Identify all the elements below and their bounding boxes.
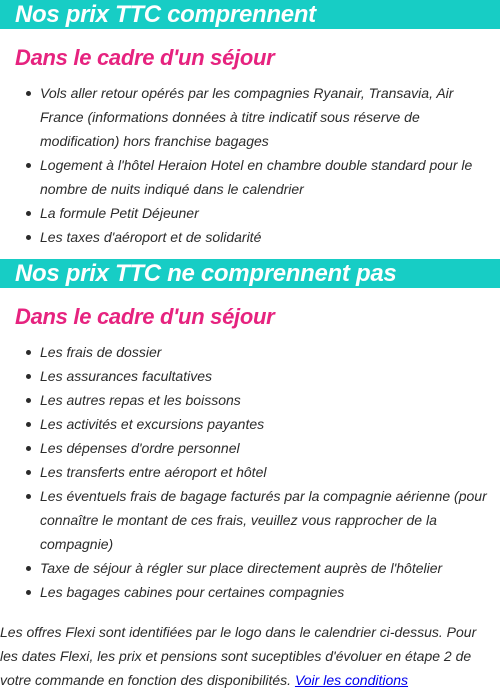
list-item	[0, 580, 500, 604]
list-item	[0, 556, 500, 580]
list-item	[0, 412, 500, 436]
section-heading-included: Nos prix TTC comprennent	[0, 0, 500, 29]
included-list	[0, 81, 500, 249]
bullet-icon	[26, 446, 31, 451]
list-item-text: Les activités et excursions payantes	[40, 416, 265, 432]
bullet-icon	[26, 211, 31, 216]
list-item-text: Les assurances facultatives	[40, 368, 212, 384]
list-item	[0, 388, 500, 412]
bullet-icon	[26, 470, 31, 475]
list-item	[0, 153, 500, 201]
list-item-text: Les éventuels frais de bagage facturés par la compagnie aérienne (pour connaître le montant de ces frais, veuillez vous rapprocher de la compagnie)	[40, 488, 487, 552]
list-item-text: Taxe de séjour à régler sur place directement auprès de l'hôtelier	[40, 560, 443, 576]
list-item	[0, 364, 500, 388]
bullet-icon	[26, 422, 31, 427]
bullet-icon	[26, 494, 31, 499]
list-item	[0, 484, 500, 556]
list-item	[0, 340, 500, 364]
list-item-text: Les dépenses d'ordre personnel	[40, 440, 240, 456]
bullet-icon	[26, 590, 31, 595]
list-item-text: La formule Petit Déjeuner	[40, 205, 199, 221]
bullet-icon	[26, 91, 31, 96]
bullet-icon	[26, 235, 31, 240]
bullet-icon	[26, 566, 31, 571]
list-item	[0, 225, 500, 249]
conditions-link[interactable]: Voir les conditions	[294, 672, 409, 688]
excluded-list	[0, 340, 500, 604]
list-item-text: Les bagages cabines pour certaines compagnies	[40, 584, 345, 600]
section-heading-excluded: Nos prix TTC ne comprennent pas	[0, 259, 500, 288]
list-item-text: Les frais de dossier	[40, 344, 162, 360]
bullet-icon	[26, 398, 31, 403]
list-item	[0, 436, 500, 460]
section-subheading-excluded: Dans le cadre d'un séjour	[15, 304, 275, 329]
bullet-icon	[26, 350, 31, 355]
list-item-text: Vols aller retour opérés par les compagnies Ryanair, Transavia, Air France (informations données à titre indicatif sous réserve de modification) hors franchise bagages	[40, 85, 454, 149]
list-item-text: Les autres repas et les boissons	[40, 392, 241, 408]
flexi-note	[0, 620, 500, 692]
list-item	[0, 201, 500, 225]
list-item	[0, 81, 500, 153]
list-item-text: Les taxes d'aéroport et de solidarité	[40, 229, 262, 245]
bullet-icon	[26, 163, 31, 168]
list-item	[0, 460, 500, 484]
section-subheading-included: Dans le cadre d'un séjour	[15, 45, 275, 70]
list-item-text: Les transferts entre aéroport et hôtel	[40, 464, 267, 480]
flexi-note-text: Les offres Flexi sont identifiées par le logo dans le calendrier ci-dessus. Pour les dates Flexi, les prix et pensions sont suceptibles d'évoluer en étape 2 de votre commande en fonction des disponibilités.	[0, 624, 477, 688]
bullet-icon	[26, 374, 31, 379]
list-item-text: Logement à l'hôtel Heraion Hotel en chambre double standard pour le nombre de nuits indiqué dans le calendrier	[40, 157, 473, 197]
